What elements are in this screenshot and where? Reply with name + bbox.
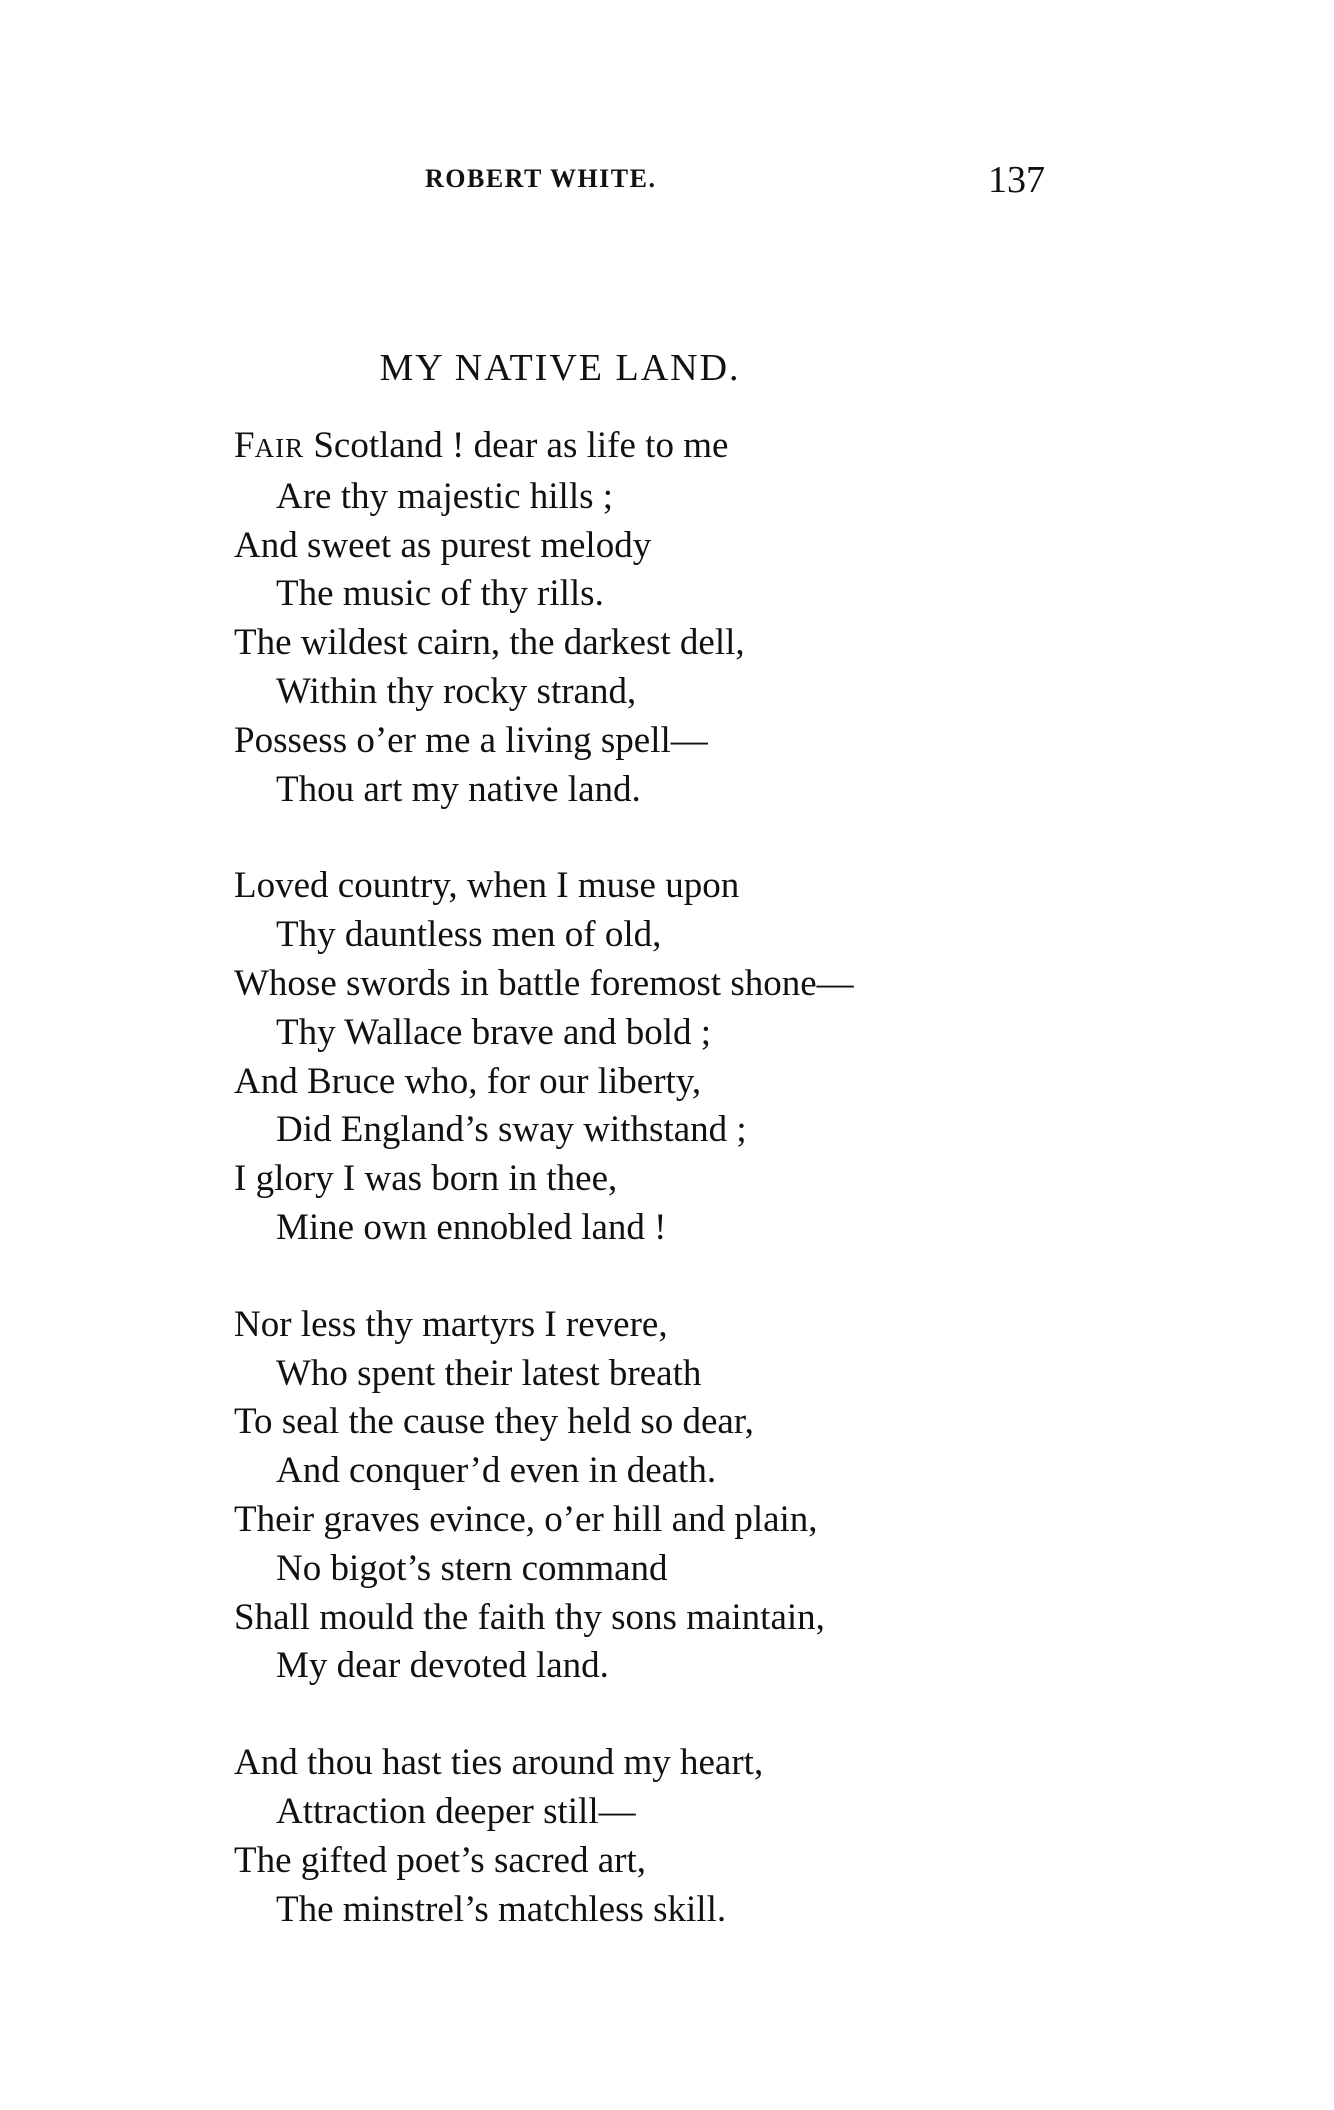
poem-line	[234, 422, 1114, 473]
poem-line: The gifted poet’s sacred art,	[234, 1839, 646, 1881]
poem-line: Possess o’er me a living spell—	[234, 719, 708, 761]
poem-line: And conquer’d even in death.	[276, 1450, 717, 1492]
poem-line: And Bruce who, for our liberty,	[234, 1060, 702, 1102]
poem-line: Loved country, when I muse upon	[234, 865, 740, 907]
poem-line: Whose swords in battle foremost shone—	[234, 962, 854, 1004]
poem-line: And thou hast ties around my heart,	[234, 1742, 764, 1784]
drop-word-initial: F	[234, 425, 255, 466]
poem-line: The minstrel’s matchless skill.	[276, 1888, 727, 1930]
stanza-1	[234, 422, 1114, 814]
poem-line: The music of thy rills.	[276, 573, 604, 615]
poem-line: Thou art my native land.	[276, 768, 641, 810]
running-title: ROBERT WHITE.	[425, 164, 657, 193]
poem-title: MY NATIVE LAND.	[379, 347, 741, 389]
poem-line: I glory I was born in thee,	[234, 1158, 618, 1200]
poem-line: No bigot’s stern command	[276, 1547, 668, 1589]
poem-line-text: Scotland ! dear as life to me	[304, 425, 729, 466]
poem-line: Who spent their latest breath	[276, 1352, 702, 1394]
poem-line: Did England’s sway withstand ;	[276, 1109, 747, 1151]
stanza-2	[234, 862, 1114, 1252]
poem-line: My dear devoted land.	[276, 1645, 609, 1687]
poem-line: And sweet as purest melody	[234, 524, 652, 566]
stanza-3	[234, 1301, 1114, 1691]
poem-line: Attraction deeper still—	[276, 1790, 636, 1832]
poem-line: Thy dauntless men of old,	[276, 914, 662, 956]
poem-line: Thy Wallace brave and bold ;	[276, 1011, 712, 1053]
poem-line: Mine own ennobled land !	[276, 1206, 667, 1248]
drop-word-small-caps: AIR	[254, 433, 305, 463]
poem-line: Are thy majestic hills ;	[276, 475, 614, 517]
poem-body	[234, 422, 1114, 1982]
poem-line: Nor less thy martyrs I revere,	[234, 1303, 668, 1345]
poem-line: Their graves evince, o’er hill and plain,	[234, 1498, 818, 1540]
poem-line: Within thy rocky strand,	[276, 670, 637, 712]
poem-line: The wildest cairn, the darkest dell,	[234, 622, 745, 664]
stanza-4	[234, 1739, 1114, 1934]
poem-line: Shall mould the faith thy sons maintain,	[234, 1596, 825, 1638]
page-number: 137	[988, 159, 1045, 201]
running-head	[0, 158, 1334, 204]
poem-line: To seal the cause they held so dear,	[234, 1401, 754, 1443]
